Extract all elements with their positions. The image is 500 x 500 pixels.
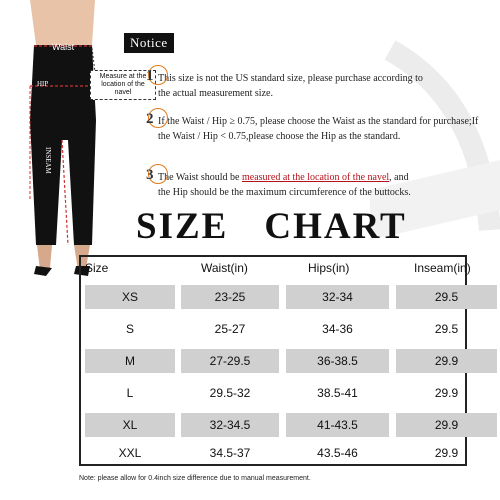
waist-cell: 34.5-37 bbox=[209, 446, 251, 460]
hips-cell: 38.5-41 bbox=[317, 386, 358, 400]
notice-number: 3 bbox=[146, 167, 154, 183]
size-cell: M bbox=[85, 349, 175, 373]
table-row bbox=[81, 315, 465, 342]
table-row bbox=[81, 347, 465, 374]
inseam-cell: 29.9 bbox=[434, 446, 459, 460]
hip-label: HIP bbox=[37, 80, 49, 88]
notice-item-2 bbox=[146, 111, 480, 144]
hips-cell: 43.5-46 bbox=[317, 446, 358, 460]
notice-number: 2 bbox=[146, 111, 154, 127]
header-inseam: Inseam(in) bbox=[414, 261, 471, 275]
size-table bbox=[79, 255, 471, 466]
navel-callout: Measure at the location of the navel bbox=[90, 70, 156, 100]
title-chart: CHART bbox=[264, 206, 407, 247]
waist-cell: 25-27 bbox=[214, 322, 246, 336]
notice-badge: Notice bbox=[124, 33, 174, 53]
table-row bbox=[81, 411, 465, 438]
table-row bbox=[81, 283, 465, 310]
notice-item-3 bbox=[146, 167, 413, 200]
size-cell: S bbox=[125, 322, 134, 336]
waist-cell: 32-34.5 bbox=[181, 413, 279, 437]
header-waist: Waist(in) bbox=[201, 261, 248, 275]
navel-highlight: measured at the location of the navel bbox=[242, 172, 390, 183]
hips-cell: 36-38.5 bbox=[286, 349, 389, 373]
hips-cell: 41-43.5 bbox=[286, 413, 389, 437]
waist-cell: 27-29.5 bbox=[181, 349, 279, 373]
size-chart-title bbox=[136, 205, 407, 248]
waist-cell: 23-25 bbox=[181, 285, 279, 309]
table-header bbox=[81, 257, 471, 277]
inseam-cell: 29.9 bbox=[396, 413, 497, 437]
waist-cell: 29.5-32 bbox=[209, 386, 251, 400]
hips-cell: 34-36 bbox=[322, 322, 353, 336]
size-cell: XL bbox=[85, 413, 175, 437]
notice-number: 1 bbox=[146, 68, 154, 84]
inseam-cell: 29.5 bbox=[434, 322, 459, 336]
hips-cell: 32-34 bbox=[286, 285, 389, 309]
table-row bbox=[81, 439, 465, 466]
size-cell: L bbox=[126, 386, 134, 400]
notice-item-1 bbox=[146, 68, 433, 101]
size-cell: XS bbox=[85, 285, 175, 309]
notice-text-post: , and the Hip should be the maximum circumference of the buttocks. bbox=[158, 172, 411, 198]
notice-text: This size is not the US standard size, please purchase according to the actual measurement size. bbox=[158, 73, 423, 99]
inseam-label: INSEAM bbox=[44, 147, 52, 174]
inseam-cell: 29.9 bbox=[434, 386, 459, 400]
header-hips: Hips(in) bbox=[308, 261, 350, 275]
model-illustration bbox=[0, 0, 120, 282]
size-cell: XXL bbox=[118, 446, 142, 460]
measurement-note: Note: please allow for 0.4inch size difference due to manual measurement. bbox=[79, 475, 311, 482]
waist-label: Waist bbox=[52, 42, 75, 52]
header-size: Size bbox=[85, 261, 109, 275]
notice-text-pre: The Waist should be bbox=[158, 172, 242, 183]
table-row bbox=[81, 379, 465, 406]
inseam-cell: 29.5 bbox=[396, 285, 497, 309]
notice-text: If the Waist / Hip ≥ 0.75, please choose the Waist as the standard for purchase;If the Waist / Hip < 0.75,please choose the Hip as the standard. bbox=[158, 116, 479, 142]
inseam-cell: 29.9 bbox=[396, 349, 497, 373]
title-size: SIZE bbox=[136, 206, 229, 247]
